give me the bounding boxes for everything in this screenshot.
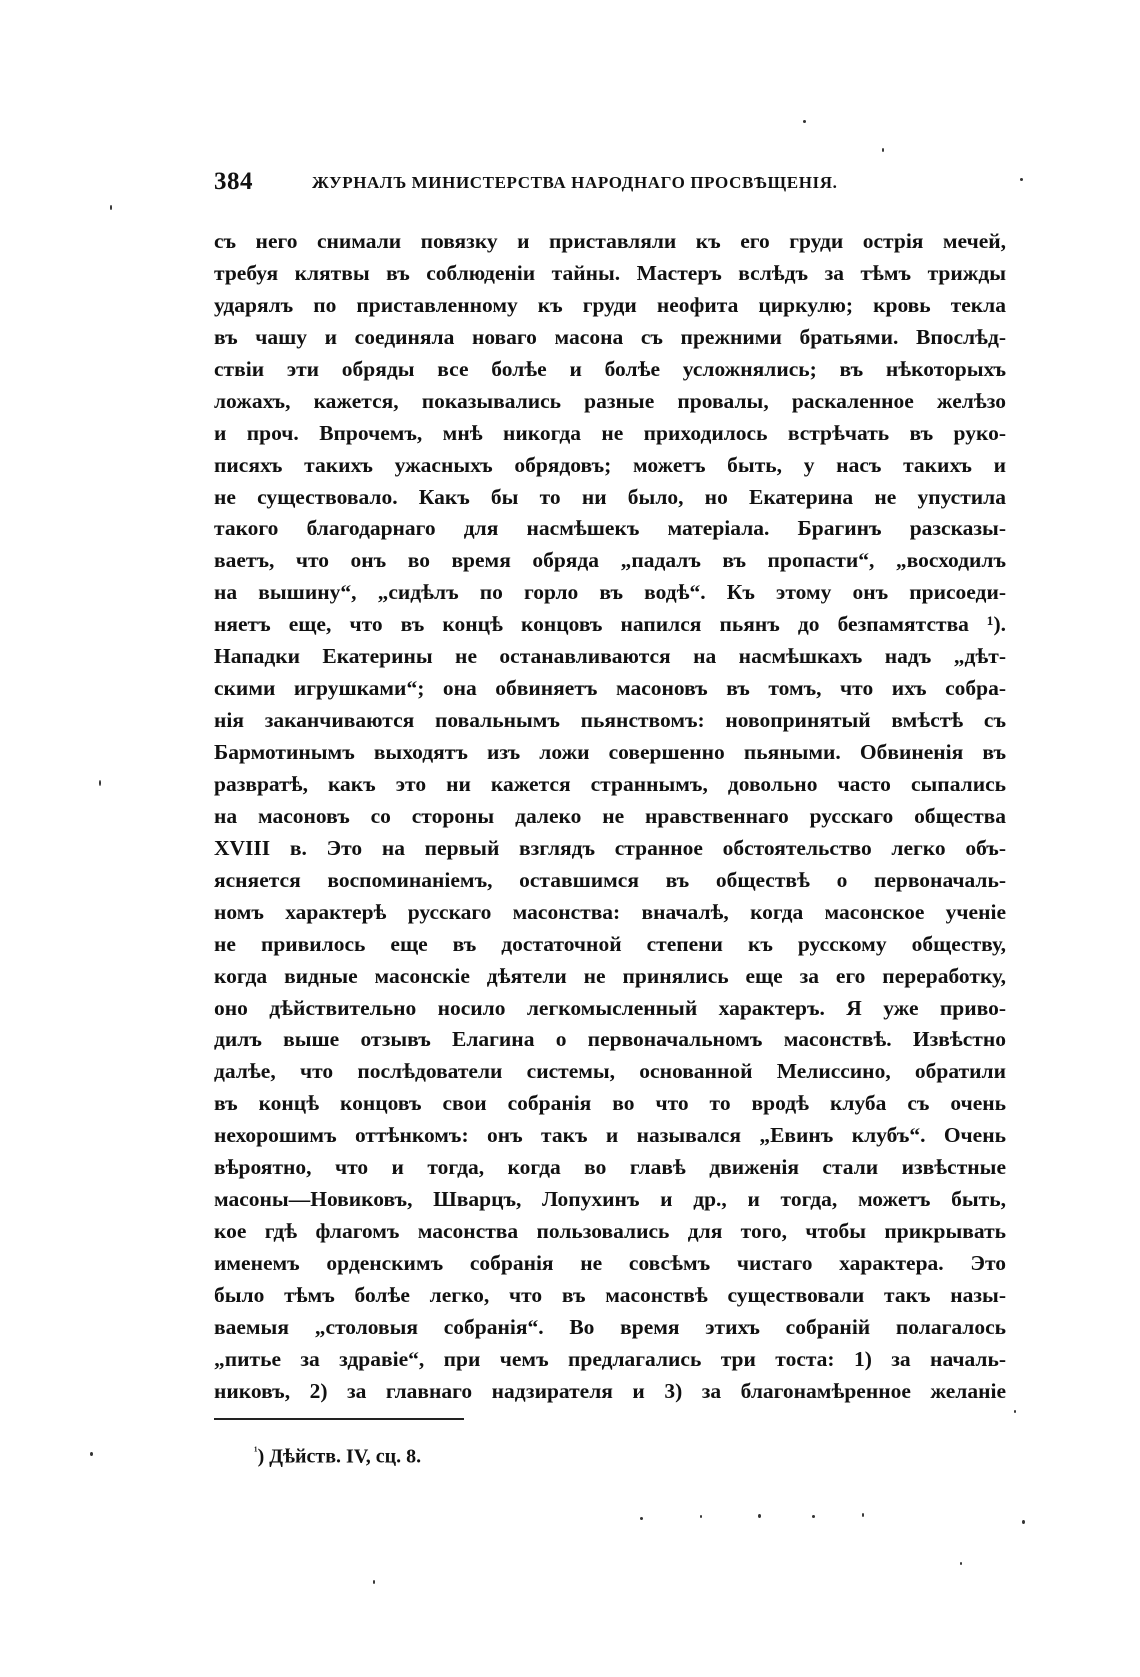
footnote-rule	[214, 1418, 464, 1420]
text-line: ложахъ, кажется, показывались разные провалы, раскаленное желѣзо	[214, 388, 1006, 413]
text-line: няетъ еще, что въ концѣ концовъ напился пьянъ до безпамятства ¹).	[214, 612, 1006, 637]
scan-speck	[960, 1562, 962, 1565]
scan-speck	[812, 1515, 815, 1518]
scan-speck	[373, 1580, 375, 1584]
scan-speck	[862, 1513, 864, 1517]
text-line: когда видные масонскіе дѣятели не принялись еще за его переработку,	[214, 963, 1006, 988]
scan-speck	[90, 1452, 93, 1456]
text-line: съ него снимали повязку и приставляли къ его груди острія мечей,	[214, 229, 1006, 253]
text-line: масоны—Новиковъ, Шварцъ, Лопухинъ и др., и тогда, можетъ быть,	[214, 1187, 1006, 1212]
text-line: ваетъ, что онъ во время обряда „падалъ въ пропасти“, „восходилъ	[214, 548, 1006, 573]
text-line: на вышину“, „сидѣлъ по горло въ водѣ“. Къ этому онъ присоеди-	[214, 580, 1006, 605]
text-line: въ концѣ концовъ свои собранія во что то вродѣ клуба съ очень	[214, 1091, 1006, 1116]
text-line: нехорошимъ оттѣнкомъ: онъ такъ и назывался „Евинъ клубъ“. Очень	[214, 1123, 1006, 1148]
footnote-marker: ¹	[254, 1444, 258, 1458]
scan-speck	[1014, 1410, 1016, 1413]
scan-speck	[758, 1514, 761, 1518]
text-line: Нападки Екатерины не останавливаются на насмѣшкахъ надъ „дѣт-	[214, 644, 1006, 669]
text-line: и проч. Впрочемъ, мнѣ никогда не приходилось встрѣчать въ руко-	[214, 420, 1006, 445]
scan-speck	[700, 1515, 702, 1518]
scan-speck	[1020, 178, 1023, 181]
text-line: на масоновъ со стороны далеко не нравственнаго русскаго общества	[214, 803, 1006, 828]
text-line: никовъ, 2) за главнаго надзирателя и 3) за благонамѣренное желаніе	[214, 1378, 1006, 1403]
text-line: развратѣ, какъ это ни кажется страннымъ, довольно часто сыпались	[214, 771, 1006, 796]
footnote-text: ) Дѣйств. IV, сц. 8.	[257, 1445, 422, 1468]
body-text	[214, 226, 1006, 1408]
scan-speck	[803, 120, 806, 123]
text-line: Бармотинымъ выходятъ изъ ложи совершенно пьяными. Обвиненія въ	[214, 740, 1006, 764]
text-line: скими игрушками“; она обвиняетъ масоновъ въ томъ, что ихъ собра-	[214, 676, 1006, 701]
scan-speck	[640, 1517, 643, 1520]
text-line: дилъ выше отзывъ Елагина о первоначальномъ масонствѣ. Извѣстно	[214, 1027, 1006, 1052]
text-line: ствіи эти обряды все болѣе и болѣе усложнялись; въ нѣкоторыхъ	[214, 356, 1006, 381]
text-line: XVIII в. Это на первый взглядъ странное обстоятельство легко объ-	[214, 835, 1006, 860]
text-line: было тѣмъ болѣе легко, что въ масонствѣ существовали такъ назы-	[214, 1282, 1006, 1307]
text-line: ясняется воспоминаніемъ, оставшимся въ обществѣ о первоначаль-	[214, 867, 1006, 892]
scan-speck	[1022, 1520, 1025, 1524]
scan-speck	[110, 205, 112, 210]
scan-speck	[99, 780, 101, 786]
text-line: номъ характерѣ русскаго масонства: вначалѣ, когда масонское ученіе	[214, 899, 1006, 924]
scan-speck	[882, 148, 884, 152]
text-line: кое гдѣ флагомъ масонства пользовались для того, чтобы прикрывать	[214, 1219, 1006, 1244]
text-line: въ чашу и соединяла новаго масона съ прежними братьями. Впослѣд-	[214, 324, 1006, 349]
text-line: далѣе, что послѣдователи системы, основанной Мелиссино, обратили	[214, 1059, 1006, 1084]
text-line: „питье за здравіе“, при чемъ предлагались три тоста: 1) за началь-	[214, 1346, 1006, 1371]
page-header	[214, 168, 1004, 208]
text-line: вѣроятно, что и тогда, когда во главѣ движенія стали извѣстные	[214, 1155, 1006, 1180]
text-line: требуя клятвы въ соблюденіи тайны. Мастеръ вслѣдъ за тѣмъ трижды	[214, 260, 1006, 285]
text-line: ваемыя „столовыя собранія“. Во время этихъ собраній полагалось	[214, 1314, 1006, 1339]
text-line: писяхъ такихъ ужасныхъ обрядовъ; можетъ быть, у насъ такихъ и	[214, 452, 1006, 477]
footnote	[254, 1444, 421, 1469]
text-line: ударялъ по приставленному къ груди неофита циркулю; кровь текла	[214, 292, 1006, 317]
text-line: именемъ орденскимъ собранія не совсѣмъ чистаго характера. Это	[214, 1251, 1006, 1275]
text-line: не существовало. Какъ бы то ни было, но Екатерина не упустила	[214, 484, 1006, 509]
text-line: такого благодарнаго для насмѣшекъ матеріала. Брагинъ разсказы-	[214, 516, 1006, 541]
text-line: оно дѣйствительно носило легкомысленный характеръ. Я уже приво-	[214, 995, 1006, 1020]
running-head: ЖУРНАЛЪ МИНИСТЕРСТВА НАРОДНАГО ПРОСВѢЩЕНІЯ.	[312, 173, 838, 192]
text-line: нія заканчиваются повальнымъ пьянствомъ: новопринятый вмѣстѣ съ	[214, 708, 1006, 733]
page-number: 384	[214, 168, 253, 195]
text-line: не привилось еще въ достаточной степени къ русскому обществу,	[214, 931, 1006, 956]
